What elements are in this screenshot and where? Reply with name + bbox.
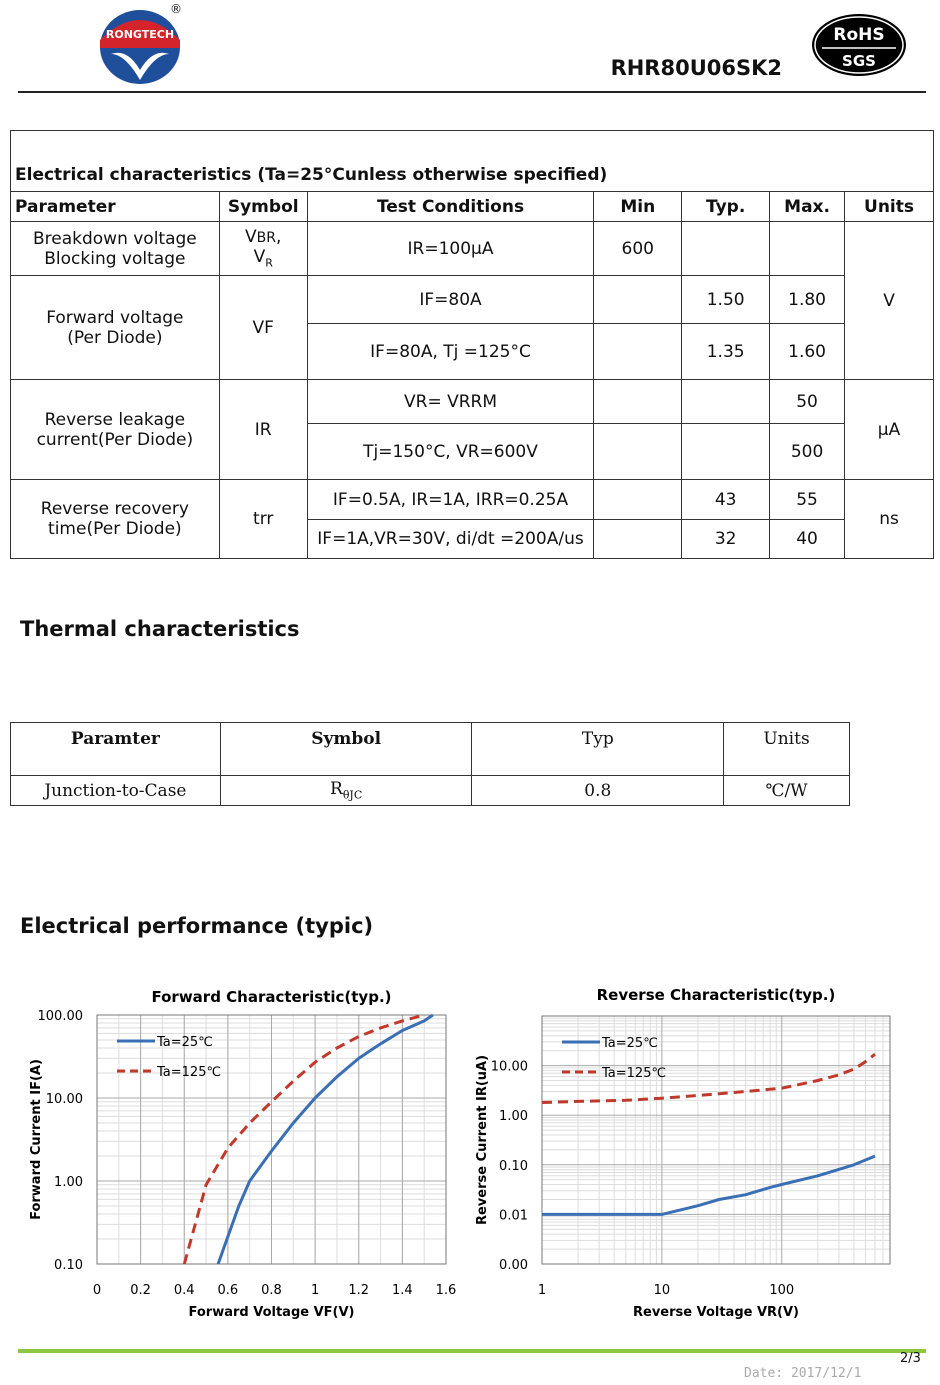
plot-area [542, 1016, 890, 1264]
thermal-header-symbol: Symbol [220, 723, 472, 776]
y-tick-label: 0.00 [499, 1258, 528, 1273]
thermal-header-row [11, 723, 850, 776]
thermal-row [11, 776, 850, 806]
legend-label: Ta=125℃ [157, 1065, 222, 1080]
footer-date: Date: 2017/12/1 [744, 1366, 862, 1381]
leakage-param: Reverse leakage current(Per Diode) [11, 380, 220, 480]
x-tick-label: 1 [310, 1283, 320, 1298]
forward-param: Forward voltage (Per Diode) [11, 276, 220, 380]
breakdown-row [11, 222, 934, 276]
rohs-text: RoHS [833, 25, 885, 45]
x-tick-label: 0.6 [217, 1283, 239, 1298]
forward-max-2: 1.60 [770, 324, 845, 380]
forward-symbol: VF [219, 276, 307, 380]
thermal-header-param: Paramter [11, 723, 221, 776]
recovery-row-1 [11, 480, 934, 520]
y-tick-label: 10.00 [45, 1092, 83, 1107]
registered-mark: ® [170, 2, 182, 16]
header-units: Units [845, 192, 934, 222]
thermal-header-units: Units [724, 723, 850, 776]
rohs-badge [810, 12, 908, 78]
forward-max-1: 1.80 [770, 276, 845, 324]
header-symbol: Symbol [219, 192, 307, 222]
breakdown-param: Breakdown voltage Blocking voltage [11, 222, 220, 276]
thermal-table [10, 722, 850, 806]
legend-label: Ta=25℃ [157, 1035, 213, 1050]
electrical-table [10, 130, 934, 559]
header-parameter: Parameter [11, 192, 220, 222]
thermal-units: ℃/W [724, 776, 850, 806]
leakage-row-1 [11, 380, 934, 424]
header-min: Min [594, 192, 682, 222]
legend-label: Ta=25℃ [602, 1036, 658, 1051]
y-tick-label: 1.00 [499, 1109, 528, 1125]
y-tick-label: 0.10 [54, 1258, 83, 1273]
breakdown-symbol: VBR, $V_R$ [219, 222, 307, 276]
leakage-cond-1: VR= VRRM [307, 380, 594, 424]
forward-typ-2: 1.35 [682, 324, 770, 380]
y-axis-label: Forward Current IF(A) [29, 1059, 44, 1220]
y-axis-label: Reverse Current IR(uA) [475, 1054, 490, 1226]
x-axis-label: Forward Voltage VF(V) [188, 1305, 355, 1320]
brand-text: RONGTECH [105, 28, 175, 41]
header-max: Max. [770, 192, 845, 222]
x-tick-label: 1.2 [348, 1283, 370, 1298]
thermal-symbol: $R_{\theta JC}$ [220, 776, 472, 806]
recovery-max-2: 40 [770, 520, 845, 559]
chart-title: Reverse Characteristic(typ.) [596, 986, 836, 1004]
recovery-cond-1: IF=0.5A, IR=1A, IRR=0.25A [307, 480, 594, 520]
series-line-ta125 [542, 1054, 875, 1102]
legend-label: Ta=125℃ [602, 1066, 667, 1081]
header-divider [18, 91, 926, 93]
x-tick-label: 0 [92, 1283, 102, 1298]
thermal-header-typ: Typ [472, 723, 724, 776]
x-tick-label: 10 [653, 1283, 671, 1298]
series-line-ta125 [184, 1015, 424, 1264]
breakdown-condition: IR=100μA [307, 222, 594, 276]
x-axis-label: Reverse Voltage VR(V) [633, 1305, 799, 1320]
forward-cond-2: IF=80A, Tj =125°C [307, 324, 594, 380]
breakdown-min: 600 [594, 222, 682, 276]
footer-divider [18, 1349, 926, 1353]
forward-cond-1: IF=80A [307, 276, 594, 324]
forward-characteristic-chart [0, 980, 470, 1325]
performance-title: Electrical performance (typic) [20, 914, 374, 938]
forward-row-1 [11, 276, 934, 324]
y-tick-label: 10.00 [490, 1059, 528, 1075]
electrical-header-row [11, 192, 934, 222]
y-tick-label: 1.00 [54, 1175, 83, 1190]
recovery-max-1: 55 [770, 480, 845, 520]
header-test-conditions: Test Conditions [307, 192, 594, 222]
thermal-title: Thermal characteristics [20, 617, 300, 641]
x-tick-label: 0.4 [173, 1283, 195, 1298]
leakage-max-2: 500 [770, 424, 845, 480]
x-tick-label: 1.4 [392, 1283, 413, 1298]
header-typ: Typ. [682, 192, 770, 222]
volt-unit: V [845, 222, 934, 380]
recovery-param: Reverse recovery time(Per Diode) [11, 480, 220, 559]
leakage-max-1: 50 [770, 380, 845, 424]
recovery-typ-1: 43 [682, 480, 770, 520]
reverse-characteristic-chart [470, 980, 910, 1325]
leakage-unit: μA [845, 380, 934, 480]
rongtech-logo [97, 8, 183, 86]
forward-typ-1: 1.50 [682, 276, 770, 324]
y-tick-label: 0.01 [499, 1208, 528, 1224]
part-number: RHR80U06SK2 [610, 56, 782, 80]
electrical-title: Electrical characteristics (Ta=25°Cunless otherwise specified) [11, 131, 934, 192]
leakage-cond-2: Tj=150°C, VR=600V [307, 424, 594, 480]
sgs-text: SGS [842, 52, 876, 70]
thermal-typ: 0.8 [472, 776, 724, 806]
x-tick-label: 0.8 [261, 1283, 282, 1298]
x-tick-label: 100 [769, 1283, 795, 1298]
x-tick-label: 1.6 [435, 1283, 457, 1298]
recovery-typ-2: 32 [682, 520, 770, 559]
recovery-symbol: trr [219, 480, 307, 559]
y-tick-label: 100.00 [37, 1009, 83, 1024]
recovery-unit: ns [845, 480, 934, 559]
y-tick-label: 0.10 [499, 1158, 528, 1174]
leakage-symbol: IR [219, 380, 307, 480]
page-number: 2/3 [900, 1351, 921, 1366]
series-line-ta25 [218, 1015, 433, 1264]
recovery-cond-2: IF=1A,VR=30V, di/dt =200A/us [307, 520, 594, 559]
x-tick-label: 0.2 [130, 1283, 151, 1298]
x-tick-label: 1 [537, 1283, 547, 1298]
chart-title: Forward Characteristic(typ.) [151, 988, 392, 1006]
thermal-param: Junction-to-Case [11, 776, 221, 806]
